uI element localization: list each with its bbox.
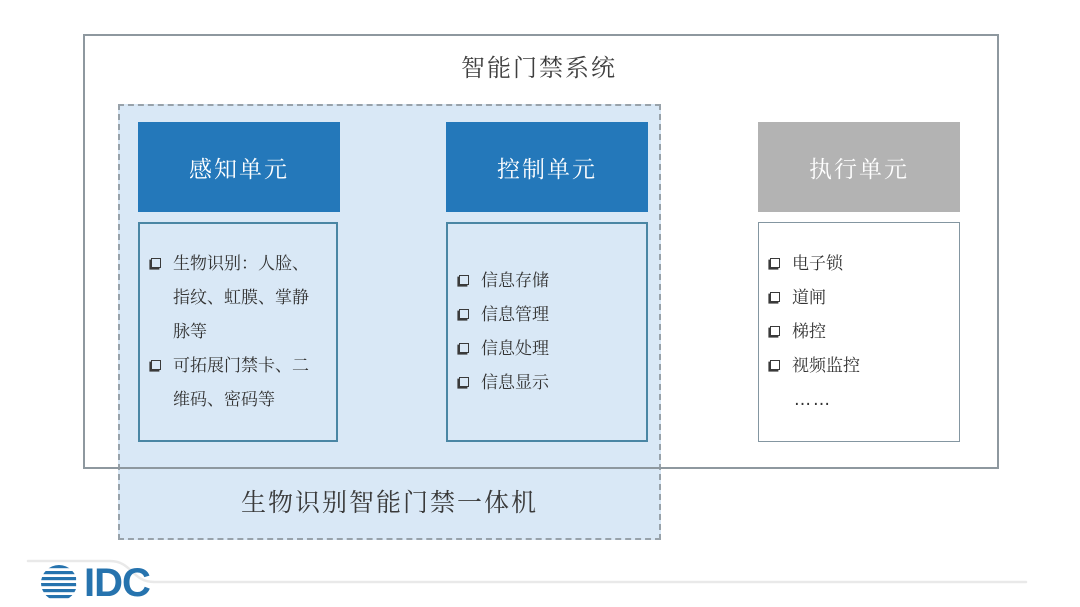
- list-item: [770, 349, 951, 383]
- checkbox-bullet-icon: [770, 258, 780, 268]
- list-item-text: 梯控: [792, 322, 826, 342]
- idc-logo-text: IDC: [84, 561, 150, 605]
- list-item-text: 生物识别：人脸、指纹、虹膜、掌静脉等: [173, 254, 309, 342]
- list-item: [459, 298, 638, 332]
- checkbox-bullet-icon: [459, 275, 469, 285]
- column-header-label: 控制单元: [497, 156, 597, 183]
- list-item-text: 信息显示: [481, 373, 549, 393]
- list-item: [770, 281, 951, 315]
- list-item-ellipsis: ……: [794, 390, 832, 410]
- list-item: [770, 315, 951, 349]
- checkbox-bullet-icon: [151, 258, 161, 268]
- list-item-text: 电子锁: [792, 254, 843, 274]
- list-item: [770, 247, 951, 281]
- list-item: [459, 264, 638, 298]
- column-header-execution: [758, 122, 960, 212]
- column-body-execution: [758, 222, 960, 442]
- column-header-label: 执行单元: [809, 156, 909, 183]
- column-header-label: 感知单元: [189, 156, 289, 183]
- list-item-text: 信息处理: [481, 339, 549, 359]
- list-item-text: 信息管理: [481, 305, 549, 325]
- checkbox-bullet-icon: [151, 360, 161, 370]
- checkbox-bullet-icon: [459, 377, 469, 387]
- column-body-perception: [138, 222, 338, 442]
- list-item-text: 信息存储: [481, 271, 549, 291]
- list-item: [151, 349, 328, 417]
- list-item-text: 视频监控: [792, 356, 860, 376]
- column-header-perception: [138, 122, 340, 212]
- list-item: [459, 332, 638, 366]
- checkbox-bullet-icon: [770, 326, 780, 336]
- list-item: [151, 247, 328, 349]
- checkbox-bullet-icon: [770, 360, 780, 370]
- highlight-caption: 生物识别智能门禁一体机: [240, 488, 538, 517]
- checkbox-bullet-icon: [459, 343, 469, 353]
- idc-logo: [38, 562, 150, 604]
- list-item-text: 可拓展门禁卡、二维码、密码等: [173, 356, 309, 410]
- column-header-control: [446, 122, 648, 212]
- diagram-title: 智能门禁系统: [461, 54, 617, 82]
- footer-divider-curve: [0, 549, 1080, 607]
- checkbox-bullet-icon: [770, 292, 780, 302]
- column-body-control: [446, 222, 648, 442]
- list-item-text: 道闸: [792, 288, 826, 308]
- list-item: [459, 366, 638, 400]
- idc-globe-icon: [38, 562, 80, 604]
- checkbox-bullet-icon: [459, 309, 469, 319]
